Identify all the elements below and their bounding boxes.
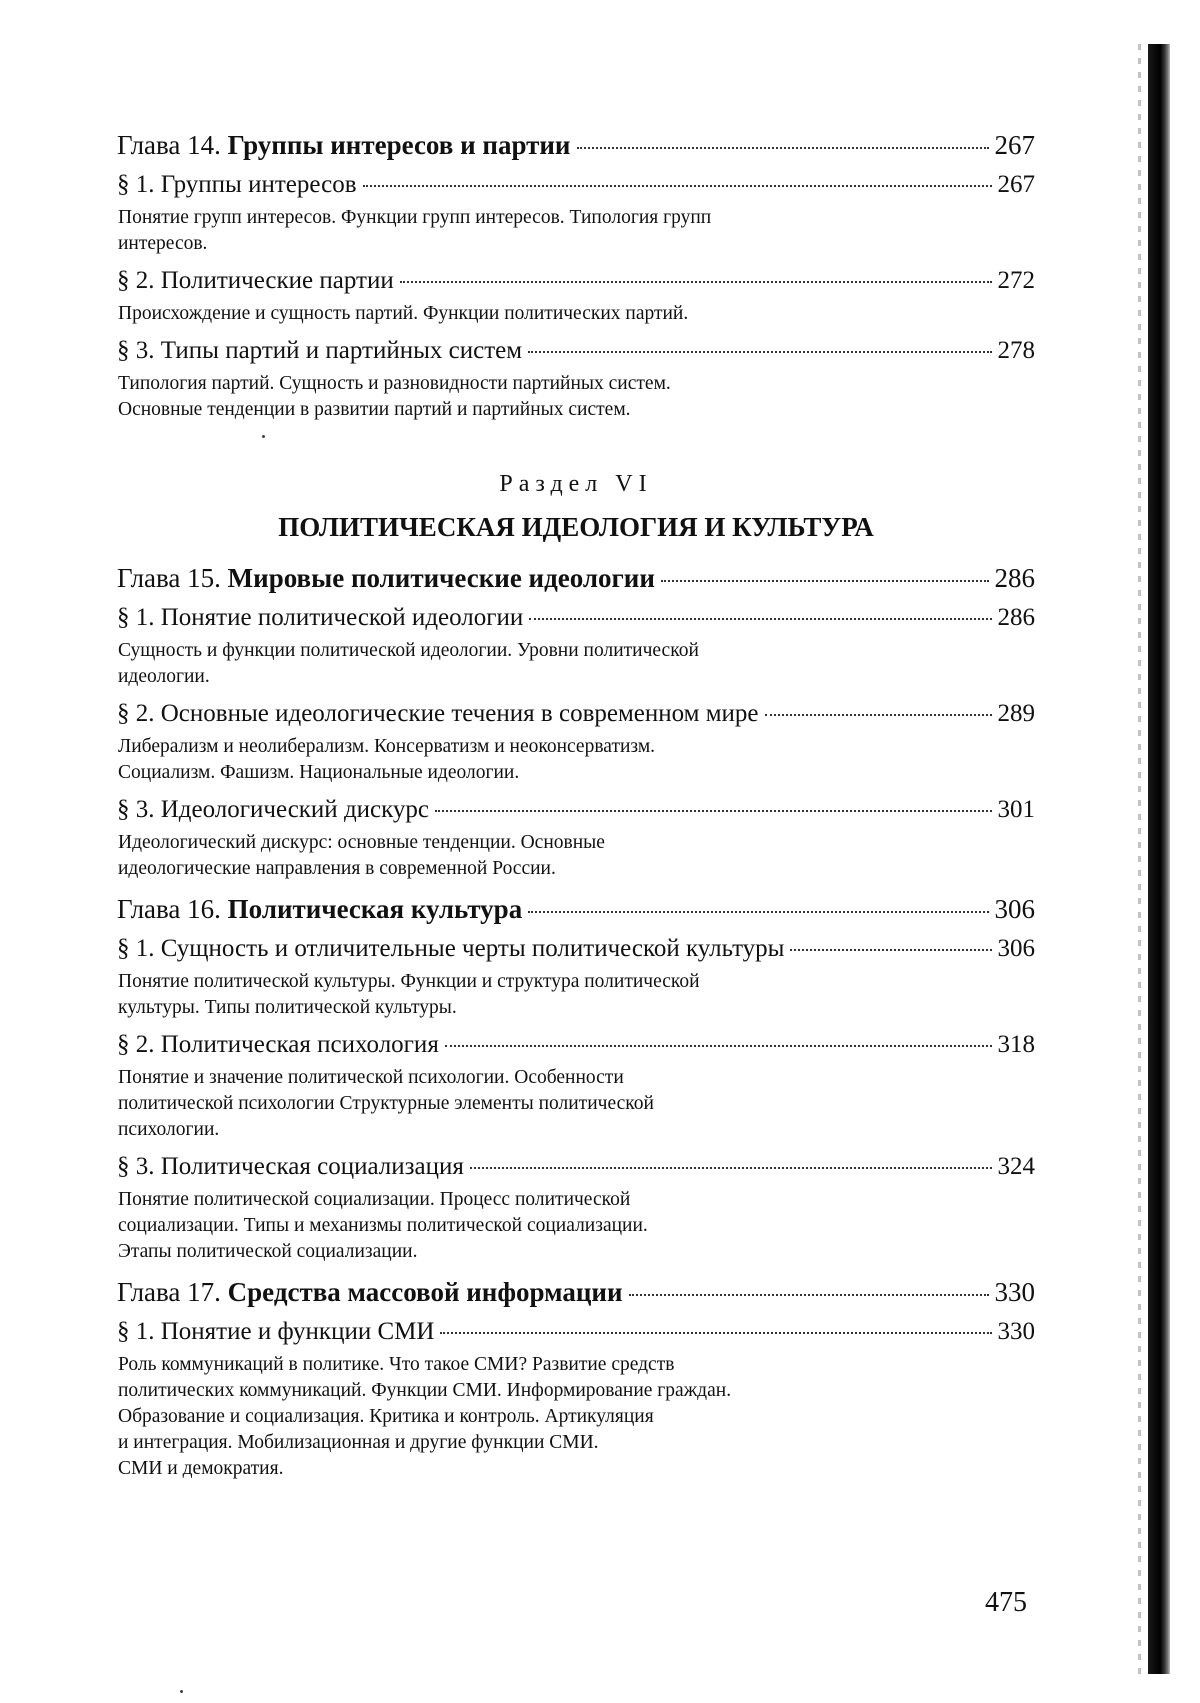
section-entry[interactable] bbox=[117, 1031, 1035, 1059]
chapter-heading bbox=[117, 563, 655, 594]
chapter-number: Глава 16. bbox=[117, 894, 228, 924]
chapter-title: Группы интересов и партии bbox=[227, 130, 571, 160]
chapter-heading bbox=[117, 1277, 623, 1308]
description-line: Роль коммуникаций в политике. Что такое СМИ? Развитие средств bbox=[118, 1354, 675, 1375]
section-description bbox=[118, 1187, 1035, 1265]
chapter-number: Глава 15. bbox=[117, 563, 228, 593]
dot-leader bbox=[528, 911, 988, 913]
section-title: § 3. Политическая социализация bbox=[117, 1153, 464, 1180]
description-line: Понятие групп интересов. Функции групп интересов. Типология групп bbox=[118, 207, 712, 228]
description-line: СМИ и демократия. bbox=[118, 1458, 284, 1479]
chapter-heading bbox=[117, 130, 571, 161]
dot-leader bbox=[400, 281, 992, 283]
page-number: 475 bbox=[985, 1587, 1027, 1618]
chapter-entry[interactable] bbox=[117, 1277, 1035, 1308]
page-reference: 278 bbox=[997, 337, 1035, 364]
section-entry[interactable] bbox=[117, 267, 1035, 295]
dot-leader bbox=[661, 580, 989, 582]
section-title: § 2. Политические партии bbox=[117, 267, 394, 294]
dot-leader bbox=[790, 949, 991, 951]
section-title: § 1. Понятие и функции СМИ bbox=[117, 1318, 435, 1345]
description-line: Этапы политической социализации. bbox=[118, 1241, 418, 1262]
description-line: интересов. bbox=[118, 233, 208, 254]
section-description bbox=[118, 830, 1035, 882]
chapter-number: Глава 17. bbox=[117, 1277, 228, 1307]
page-reference: 324 bbox=[997, 1153, 1035, 1180]
chapter-entry[interactable] bbox=[117, 894, 1035, 925]
section-entry[interactable] bbox=[117, 1153, 1035, 1181]
section-title: § 1. Группы интересов bbox=[117, 171, 357, 198]
chapter-heading bbox=[117, 894, 522, 925]
section-entry[interactable] bbox=[117, 700, 1035, 728]
dot-leader bbox=[440, 1332, 991, 1334]
page-reference: 306 bbox=[994, 894, 1035, 924]
description-line: Идеологический дискурс: основные тенденции. Основные bbox=[118, 832, 605, 853]
part-title: ПОЛИТИЧЕСКАЯ ИДЕОЛОГИЯ И КУЛЬТУРА bbox=[278, 512, 874, 542]
page-reference: 301 bbox=[997, 796, 1035, 823]
section-entry[interactable] bbox=[117, 604, 1035, 632]
section-description bbox=[118, 301, 1035, 327]
description-line: политической психологии Структурные элементы политической bbox=[118, 1093, 654, 1114]
section-description bbox=[118, 371, 1035, 423]
description-line: идеологические направления в современной России. bbox=[118, 858, 556, 879]
description-line: Сущность и функции политической идеологии. Уровни политической bbox=[118, 640, 699, 661]
section-entry[interactable] bbox=[117, 171, 1035, 199]
chapter-number: Глава 14. bbox=[117, 130, 228, 160]
table-of-contents-page bbox=[117, 118, 1035, 1482]
section-entry[interactable] bbox=[117, 796, 1035, 824]
page-reference: 318 bbox=[997, 1031, 1035, 1058]
part-label: Раздел VI bbox=[499, 471, 653, 497]
dot-leader bbox=[529, 618, 991, 620]
description-line: социализации. Типы и механизмы политической социализации. bbox=[118, 1215, 648, 1236]
page-reference: 306 bbox=[997, 935, 1035, 962]
section-description bbox=[118, 1352, 1035, 1482]
section-title: § 2. Политическая психология bbox=[117, 1031, 439, 1058]
section-description bbox=[118, 969, 1035, 1021]
chapter-title: Мировые политические идеологии bbox=[227, 563, 655, 593]
description-line: Образование и социализация. Критика и контроль. Артикуляция bbox=[118, 1406, 654, 1427]
dot-leader bbox=[765, 714, 992, 716]
scan-speck bbox=[180, 1690, 183, 1693]
dot-leader bbox=[470, 1167, 992, 1169]
description-line: политических коммуникаций. Функции СМИ. Информирование граждан. bbox=[118, 1380, 732, 1401]
part-heading bbox=[117, 471, 1035, 543]
description-line: и интеграция. Мобилизационная и другие функции СМИ. bbox=[118, 1432, 599, 1453]
description-line: Понятие политической социализации. Процесс политической bbox=[118, 1189, 631, 1210]
page-reference: 267 bbox=[994, 130, 1035, 160]
description-line: Типология партий. Сущность и разновидности партийных систем. bbox=[118, 373, 671, 394]
section-title: § 2. Основные идеологические течения в современном мире bbox=[117, 700, 759, 727]
page-reference: 267 bbox=[997, 171, 1035, 198]
description-line: Происхождение и сущность партий. Функции политических партий. bbox=[118, 303, 689, 324]
dot-leader bbox=[363, 185, 992, 187]
description-line: Понятие и значение политической психологии. Особенности bbox=[118, 1067, 624, 1088]
section-entry[interactable] bbox=[117, 1318, 1035, 1346]
page-reference: 286 bbox=[997, 604, 1035, 631]
description-line: культуры. Типы политической культуры. bbox=[118, 997, 457, 1018]
description-line: идеологии. bbox=[118, 666, 210, 687]
description-line: Понятие политической культуры. Функции и структура политической bbox=[118, 971, 700, 992]
toc-top-list bbox=[117, 130, 1035, 423]
chapter-entry[interactable] bbox=[117, 130, 1035, 161]
page-reference: 272 bbox=[997, 267, 1035, 294]
section-description bbox=[118, 638, 1035, 690]
description-line: Либерализм и неолиберализм. Консерватизм и неоконсерватизм. bbox=[118, 736, 656, 757]
dot-leader bbox=[445, 1045, 992, 1047]
description-line: психологии. bbox=[118, 1119, 220, 1140]
dot-leader bbox=[629, 1294, 989, 1296]
dot-leader bbox=[528, 351, 991, 353]
page-reference: 330 bbox=[997, 1318, 1035, 1345]
section-title: § 1. Сущность и отличительные черты политической культуры bbox=[117, 935, 785, 962]
page-reference: 330 bbox=[994, 1277, 1035, 1307]
scan-edge-artifact bbox=[1138, 44, 1141, 1674]
description-line: Социализм. Фашизм. Национальные идеологии. bbox=[118, 762, 520, 783]
book-spine-shadow bbox=[1148, 44, 1170, 1674]
chapter-title: Политическая культура bbox=[227, 894, 523, 924]
section-entry[interactable] bbox=[117, 337, 1035, 365]
section-title: § 3. Идеологический дискурс bbox=[117, 796, 430, 823]
section-title: § 1. Понятие политической идеологии bbox=[117, 604, 524, 631]
chapter-title: Средства массовой информации bbox=[227, 1277, 623, 1307]
dot-leader bbox=[435, 810, 991, 812]
chapter-entry[interactable] bbox=[117, 563, 1035, 594]
section-description bbox=[118, 1065, 1035, 1143]
section-description bbox=[118, 734, 1035, 786]
section-title: § 3. Типы партий и партийных систем bbox=[117, 337, 523, 364]
page-reference: 289 bbox=[997, 700, 1035, 727]
toc-bottom-list bbox=[117, 563, 1035, 1482]
description-line: Основные тенденции в развитии партий и партийных систем. bbox=[118, 399, 631, 420]
section-description bbox=[118, 205, 1035, 257]
dot-leader bbox=[577, 147, 989, 149]
page-reference: 286 bbox=[994, 563, 1035, 593]
section-entry[interactable] bbox=[117, 935, 1035, 963]
